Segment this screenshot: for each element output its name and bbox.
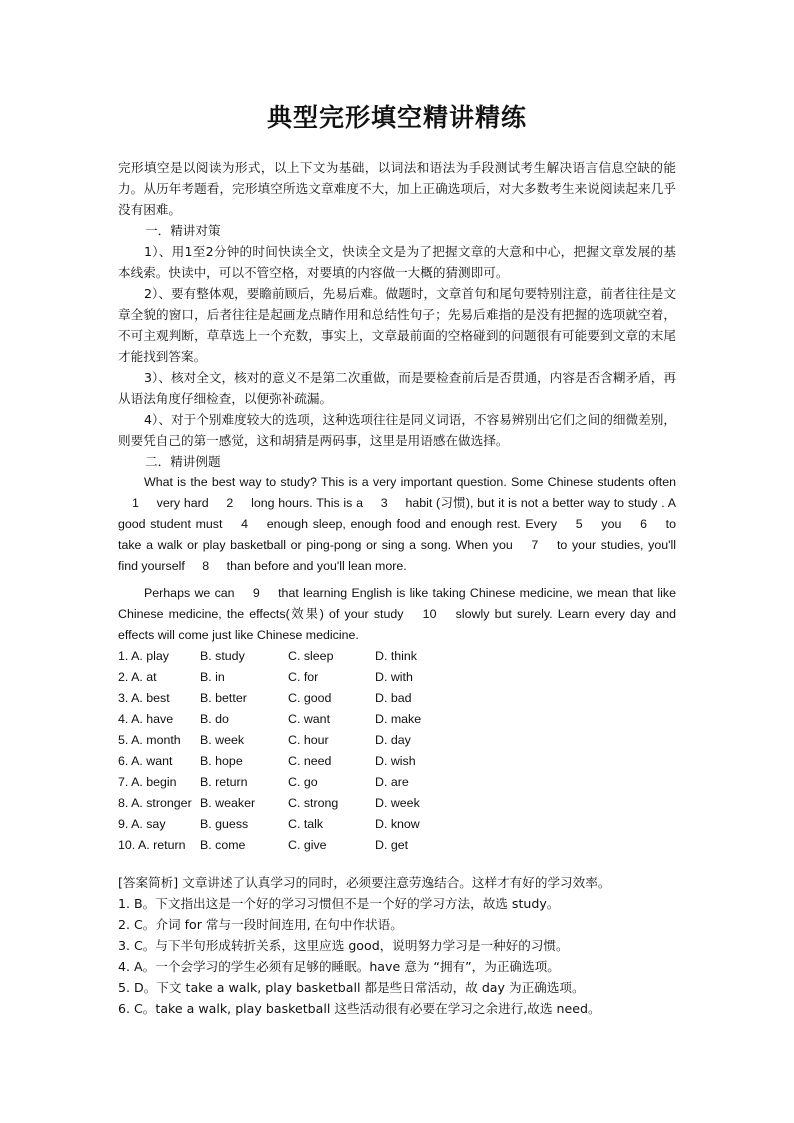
- option-c: C. go: [288, 775, 318, 789]
- blank-number: 8: [202, 559, 210, 573]
- option-a: 5. A. month: [118, 733, 181, 747]
- option-row: [118, 646, 455, 667]
- answer-summary: [118, 872, 676, 893]
- option-row: [118, 772, 455, 793]
- option-b: B. study: [200, 649, 245, 663]
- blank-number: 7: [531, 538, 539, 552]
- option-d: D. make: [375, 712, 422, 726]
- option-d: D. get: [375, 838, 409, 852]
- section-heading-example: 二．精讲例题: [145, 454, 221, 469]
- option-d: D. week: [375, 796, 420, 810]
- blank-number: 1: [132, 496, 139, 510]
- option-row: [118, 814, 455, 835]
- blank-number: 4: [241, 517, 249, 531]
- option-b: B. in: [200, 670, 225, 684]
- option-row: [118, 667, 455, 688]
- option-row: [118, 688, 455, 709]
- option-d: D. bad: [375, 691, 412, 705]
- blank-number: 10: [422, 607, 437, 621]
- strategy-point: 2）、要有整体观，要瞻前顾后，先易后难。做题时，文章首句和尾句要特别注意，前者往往是文章全貌的窗口，后者往往是起画龙点睛作用和总结性句子；先易后难指的是没有把握的选项就空着，不可主观判断，草草选上一个充数，事实上，文章最前面的空格碰到的问题很有可能要到文章的末尾才能找到答案。: [118, 286, 676, 364]
- option-d: D. with: [375, 670, 413, 684]
- strategy-point: 4）、对于个别难度较大的选项，这种选项往往是同义词语，不容易辨别出它们之间的细微差别，则要凭自己的第一感觉，这和胡猜是两码事，这里是用语感在做选择。: [118, 412, 676, 448]
- passage-text: long hours. This is a: [251, 496, 363, 510]
- option-a: 2. A. at: [118, 670, 157, 684]
- option-b: B. weaker: [200, 796, 256, 810]
- passage-paragraph-2: [118, 583, 676, 646]
- answer-item: 5. D。下文 take a walk, play basketball 都是些日常活动，故 day 为正确选项。: [118, 980, 585, 995]
- option-d: D. know: [375, 817, 420, 831]
- blank-number: 5: [575, 517, 583, 531]
- document-title: 典型完形填空精讲精练: [266, 103, 527, 132]
- passage-text: to take a walk or play basketball or ping-pong or sing a song. When you: [118, 517, 676, 552]
- option-row: [118, 793, 455, 814]
- strategy-point: 3）、核对全文，核对的意义不是第二次重做，而是要检查前后是否贯通，内容是否含糊矛盾，再从语法角度仔细检查，以便弥补疏漏。: [118, 370, 676, 406]
- option-d: D. are: [375, 775, 409, 789]
- passage-text: than before and you'll lean more.: [226, 559, 407, 573]
- option-b: B. come: [200, 838, 246, 852]
- option-row: [118, 835, 455, 856]
- passage-text: slowly but surely. Learn every day and effects will come just like Chinese medicine.: [118, 607, 676, 642]
- option-row: [118, 730, 455, 751]
- answer-item: 2. C。介词 for 常与一段时间连用, 在句中作状语。: [118, 917, 403, 932]
- passage-paragraph-1: [118, 472, 676, 577]
- option-row: [118, 709, 455, 730]
- option-c: C. sleep: [288, 649, 334, 663]
- answer-item: 6. C。take a walk, play basketball 这些活动很有必要在学习之余进行,故选 need。: [118, 1001, 601, 1016]
- options-table: [118, 646, 455, 856]
- option-row: [118, 751, 455, 772]
- passage-text: What is the best way to study? This is a very important question. Some Chinese students often: [144, 475, 676, 489]
- option-c: C. need: [288, 754, 332, 768]
- answer-summary-text: 文章讲述了认真学习的同时，必须要注意劳逸结合。这样才有好的学习效率。: [182, 875, 611, 890]
- option-c: C. strong: [288, 796, 339, 810]
- passage-text: enough sleep, enough food and enough rest. Every: [266, 517, 558, 531]
- option-d: D. wish: [375, 754, 416, 768]
- intro-paragraph: 完形填空是以阅读为形式，以上下文为基础，以词法和语法为手段测试考生解决语言信息空缺的能力。从历年考题看，完形填空所选文章难度不大，加上正确选项后，对大多数考生来说阅读起来几乎没有困难。: [118, 160, 676, 217]
- blank-number: 9: [252, 586, 260, 600]
- option-b: B. return: [200, 775, 248, 789]
- section-heading-strategies: 一．精讲对策: [145, 223, 221, 238]
- option-b: B. guess: [200, 817, 249, 831]
- blank-number: 2: [226, 496, 234, 510]
- option-c: C. hour: [288, 733, 329, 747]
- option-d: D. think: [375, 649, 418, 663]
- option-a: 6. A. want: [118, 754, 173, 768]
- option-b: B. week: [200, 733, 245, 747]
- option-a: 10. A. return: [118, 838, 186, 852]
- option-c: C. talk: [288, 817, 324, 831]
- option-b: B. better: [200, 691, 247, 705]
- option-b: B. do: [200, 712, 229, 726]
- answer-item: 3. C。与下半句形成转折关系，这里应选 good，说明努力学习是一种好的习惯。: [118, 938, 569, 953]
- option-a: 7. A. begin: [118, 775, 177, 789]
- answer-item: 4. A。一个会学习的学生必须有足够的睡眠。have 意为 “拥有”，为正确选项。: [118, 959, 560, 974]
- passage-text: Perhaps we can: [144, 586, 235, 600]
- blank-number: 6: [640, 517, 647, 531]
- passage-text: habit (习惯), but it is not a better way to study . A good student must: [118, 496, 676, 531]
- option-a: 9. A. say: [118, 817, 166, 831]
- strategy-point: 1）、用1至2分钟的时间快读全文，快读全文是为了把握文章的大意和中心，把握文章发展的基本线索。快读中，可以不管空格，对要填的内容做一大概的猜测即可。: [118, 244, 676, 280]
- option-a: 3. A. best: [118, 691, 170, 705]
- passage-text: very hard: [156, 496, 209, 510]
- option-b: B. hope: [200, 754, 243, 768]
- option-a: 8. A. stronger: [118, 796, 192, 810]
- option-c: C. for: [288, 670, 319, 684]
- answer-item: 1. B。下文指出这是一个好的学习习惯但不是一个好的学习方法，故选 study。: [118, 896, 560, 911]
- option-c: C. good: [288, 691, 332, 705]
- option-a: 1. A. play: [118, 649, 169, 663]
- passage-text: to your studies, you'll find yourself: [118, 538, 676, 573]
- option-a: 4. A. have: [118, 712, 174, 726]
- option-c: C. want: [288, 712, 331, 726]
- answer-heading: [答案简析]: [118, 875, 179, 890]
- document-body: [118, 157, 676, 1019]
- blank-number: 3: [380, 496, 388, 510]
- option-d: D. day: [375, 733, 411, 747]
- option-c: C. give: [288, 838, 327, 852]
- passage-text: you: [601, 517, 622, 531]
- passage-text: that learning English is like taking Chinese medicine, we mean that like Chinese medicine, the effects(效果) of your study: [118, 586, 676, 621]
